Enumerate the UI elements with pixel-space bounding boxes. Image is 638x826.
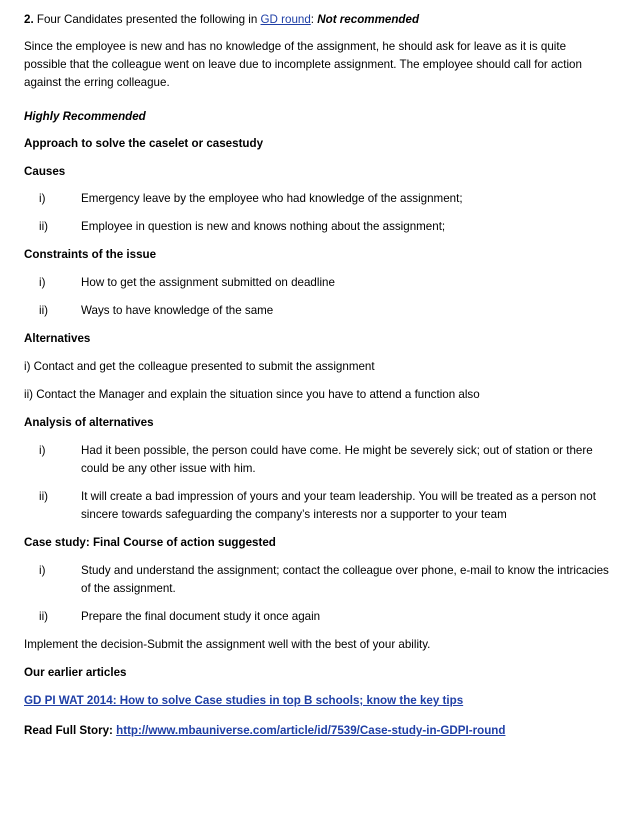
list-number: ii) [39,220,49,233]
implement-line: Implement the decision-Submit the assignment well with the best of your ability. [24,638,431,651]
intro-colon: : [310,13,318,26]
read-full-story-line [24,722,505,740]
list-text: Prepare the final document study it once again [81,610,321,623]
alternative-line: i) Contact and get the colleague presented to submit the assignment [24,360,375,373]
list-text: Emergency leave by the employee who had knowledge of the assignment; [81,192,463,205]
verdict-label: Not recommended [317,13,420,26]
list-text: How to get the assignment submitted on deadline [81,276,335,289]
list-text: Employee in question is new and knows nothing about the assignment; [81,220,446,233]
list-number: ii) [39,304,49,317]
highly-recommended-label: Highly Recommended [24,110,146,123]
constraints-item [24,302,610,320]
gd-round-link[interactable]: GD round [260,13,311,26]
list-text: Had it been possible, the person could have come. He might be severely sick; out of station or there could be any other issue with him. [81,444,593,475]
earlier-article-link[interactable]: GD PI WAT 2014: How to solve Case studies in top B schools; know the key tips [24,694,464,707]
analysis-item [24,488,610,524]
approach-heading: Approach to solve the caselet or casestudy [24,137,264,150]
case-study-heading: Case study: Final Course of action suggested [24,536,276,549]
causes-item [24,190,610,208]
alternative-line: ii) Contact the Manager and explain the situation since you have to attend a function also [24,388,480,401]
analysis-heading: Analysis of alternatives [24,416,154,429]
causes-heading: Causes [24,165,66,178]
explanation-paragraph: Since the employee is new and has no knowledge of the assignment, he should ask for leave as it is quite possible that the colleague went on leave due to incomplete assignment. The employee should call for action against the erring colleague. [24,40,582,89]
intro-text: Four Candidates presented the following in [33,13,261,26]
read-full-story-label: Read Full Story: [24,724,117,737]
causes-item [24,218,610,236]
case-study-item [24,608,610,626]
read-full-story-link[interactable]: http://www.mbauniverse.com/article/id/7539/Case-study-in-GDPI-round [116,724,506,737]
list-number: ii) [39,490,49,503]
item-number: 2. [24,13,34,26]
constraints-heading: Constraints of the issue [24,248,157,261]
list-text: It will create a bad impression of yours and your team leadership. You will be treated as a person not sincere towards safeguarding the company’s interests nor a supporter to your team [81,490,596,521]
constraints-item [24,274,610,292]
case-study-item [24,562,610,598]
list-number: ii) [39,610,49,623]
list-number: i) [39,444,46,457]
list-text: Study and understand the assignment; contact the colleague over phone, e-mail to know the intricacies of the assignment. [81,564,609,595]
intro-line [24,11,419,29]
list-text: Ways to have knowledge of the same [81,304,274,317]
list-number: i) [39,564,46,577]
alternatives-heading: Alternatives [24,332,91,345]
analysis-item [24,442,610,478]
earlier-articles-heading: Our earlier articles [24,666,127,679]
list-number: i) [39,192,46,205]
list-number: i) [39,276,46,289]
